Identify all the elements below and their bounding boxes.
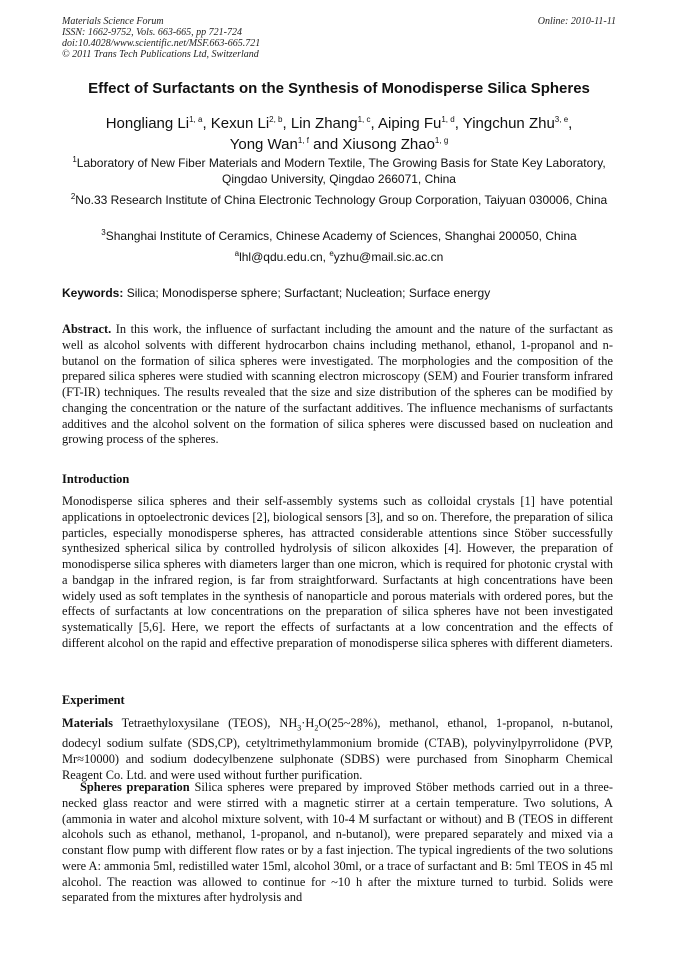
author-affiliation-mark: 1, d <box>441 115 455 124</box>
journal-name: Materials Science Forum <box>62 16 164 27</box>
materials-text-rest: O(25~28%), methanol, ethanol, 1-propanol, n-butanol, dodecyl sodium sulfate (SDS,CP), cetyltrimethylammonium bromide (CTAB), polyvinylpyrrolidone (PVP, Mr≈10000) and sodium dodecylbenzene sulphonate (SDBS) were purchased from Sinopharm Chemical Reagent Co. Ltd. and were used without further purification. <box>62 716 614 782</box>
author-name: Lin Zhang <box>290 115 358 132</box>
author-list: Hongliang Li$^{1, a}$, Kexun Li$^{2, b}$, Lin Zhang$^{1, c}$, Aiping Fu$^{1, d}$, Yingchun Zhu$^{3, e}$, Yong Wan$^{1, f}$ and Xiusong Zhao$^{1, g}$ <box>105 115 573 153</box>
author-name: Yong Wan <box>229 136 298 153</box>
author-emails <box>62 250 616 266</box>
copyright-line: © 2011 Trans Tech Publications Ltd, Switzerland <box>62 49 259 60</box>
affiliation-3 <box>62 229 616 245</box>
keywords-text: Silica; Monodisperse sphere; Surfactant; Nucleation; Surface energy <box>126 286 491 300</box>
email-mark: a <box>234 249 240 258</box>
keywords <box>62 286 622 300</box>
author-name: Aiping Fu <box>377 115 442 132</box>
author-affiliation-mark: 1, a <box>189 115 203 124</box>
materials-paragraph <box>62 716 613 783</box>
materials-dot: ·H <box>301 716 315 730</box>
abstract-label: Abstract. <box>62 322 112 336</box>
affiliation-2 <box>62 193 616 209</box>
author-name: Kexun Li <box>210 115 270 132</box>
subscript: 2 <box>314 723 319 733</box>
author-name: Hongliang Li <box>105 115 190 132</box>
abstract-text: In this work, the influence of surfactant including the amount and the nature of the surfactant as well as alcohol solvents with different hydrocarbon chains including methanol, ethanol, 1-propanol and n-butanol on the formation of silica spheres were investigated. The morphologies and the composition of the prepared silica spheres were studied with scanning electron microscopy (SEM) and Fourier transform infrared (FT-IR) techniques. The results revealed that the size and size distribution of the spheres can be modified by changing the concentration or the nature of the surfactant additives. The influence mechanisms of surfactants additives and the alcohol solvent on the formation of silica spheres were discussed based on nucleation and growing process of the spheres. <box>62 322 613 447</box>
materials-text-start: Tetraethyloxysilane (TEOS), NH <box>121 716 298 730</box>
email-address: yzhu@mail.sic.ac.cn <box>333 250 444 264</box>
author-affiliation-mark: 2, b <box>269 115 283 124</box>
introduction-text: Monodisperse silica spheres and their self-assembly systems such as colloidal crystals [1] have potential applications in optoelectronic devices [2], biological sensors [3], and so on. Therefore, the preparation of silica particles, especially monodisperse spheres, has attracted considerable attentions since Stöber successfully synthesized spherical silica by controlled hydrolysis of silicon alkoxides [4]. However, the preparation of monodisperse silica spheres with diameters larger than one micron, which is required for photonic crystal with a bandgap in the infrared region, is far from straightforward. Surfactants at high concentrations have been widely used as soft templates in the synthesis of nanoparticle and porous materials with ordered pores, but the effects of surfactants at low concentrations on the preparation of silica spheres have not been investigated systematically [5,6]. Here, we report the effects of surfactants at a low concentration and the effects of different alcohol on the rapid and effective preparation of monodisperse silica spheres with different diameters. <box>62 494 613 650</box>
spheres-preparation-label: Spheres preparation <box>80 780 190 794</box>
experiment-heading: Experiment <box>62 693 125 707</box>
journal-metadata <box>62 16 616 60</box>
paper-title: Effect of Surfactants on the Synthesis of Monodisperse Silica Spheres <box>88 80 590 97</box>
issn-line: ISSN: 1662-9752, Vols. 663-665, pp 721-724 <box>62 27 242 38</box>
affiliation-text: Shanghai Institute of Ceramics, Chinese Academy of Sciences, Shanghai 200050, China <box>105 229 577 243</box>
spheres-preparation-text: Silica spheres were prepared by improved Stöber methods carried out in a three-necked glass reactor and were stirred with a magnetic stirrer at a certain temperature. Two solutions, A (ammonia in water and alcohol mixture solvent, with 10-4 M surfactant or without) and B (TEOS in different alcohols such as ethanol, methanol, 1-propanol, and n-butanol), were prepared separately and mixed via a constant flow pump with different flow rates or by a fast injection. The typical ingredients of the two solutions were A: ammonia 5ml, redistilled water 15ml, alcohol 30ml, or a trace of surfactant and B: 5ml TEOS in 45 ml alcohol. The reaction was allowed to continue for ~10 h after the mixture turned to turbid. Solids were separated from the mixtures after hydrolysis and <box>62 780 613 905</box>
subscript: 3 <box>297 723 302 733</box>
email-address: lhl@qdu.edu.cn, <box>239 250 326 264</box>
affiliation-mark: 2 <box>70 192 76 201</box>
author-affiliation-mark: 1, c <box>357 115 371 124</box>
affiliation-text: No.33 Research Institute of China Electronic Technology Group Corporation, Taiyuan 030006, China <box>75 193 608 207</box>
materials-label: Materials <box>62 716 113 730</box>
email-mark: e <box>329 249 334 258</box>
affiliation-mark: 1 <box>72 155 77 164</box>
abstract <box>62 322 613 448</box>
author-name: Yingchun Zhu <box>462 115 555 132</box>
author-affiliation-mark: 1, g <box>434 136 449 145</box>
online-date: Online: 2010-11-11 <box>537 16 616 27</box>
author-conjunction: and <box>313 136 339 153</box>
spheres-preparation-paragraph <box>62 780 613 906</box>
doi-line: doi:10.4028/www.scientific.net/MSF.663-665.721 <box>62 38 261 49</box>
affiliation-mark: 3 <box>101 228 106 237</box>
author-affiliation-mark: 1, f <box>297 136 309 145</box>
author-name: Xiusong Zhao <box>342 136 435 153</box>
keywords-label: Keywords: <box>62 286 124 300</box>
affiliation-text: Laboratory of New Fiber Materials and Modern Textile, The Growing Basis for State Key Laboratory, Qingdao University, Qingdao 266071, China <box>76 156 606 186</box>
author-affiliation-mark: 3, e <box>554 115 569 124</box>
affiliation-1 <box>62 156 616 187</box>
introduction-heading: Introduction <box>62 472 130 486</box>
